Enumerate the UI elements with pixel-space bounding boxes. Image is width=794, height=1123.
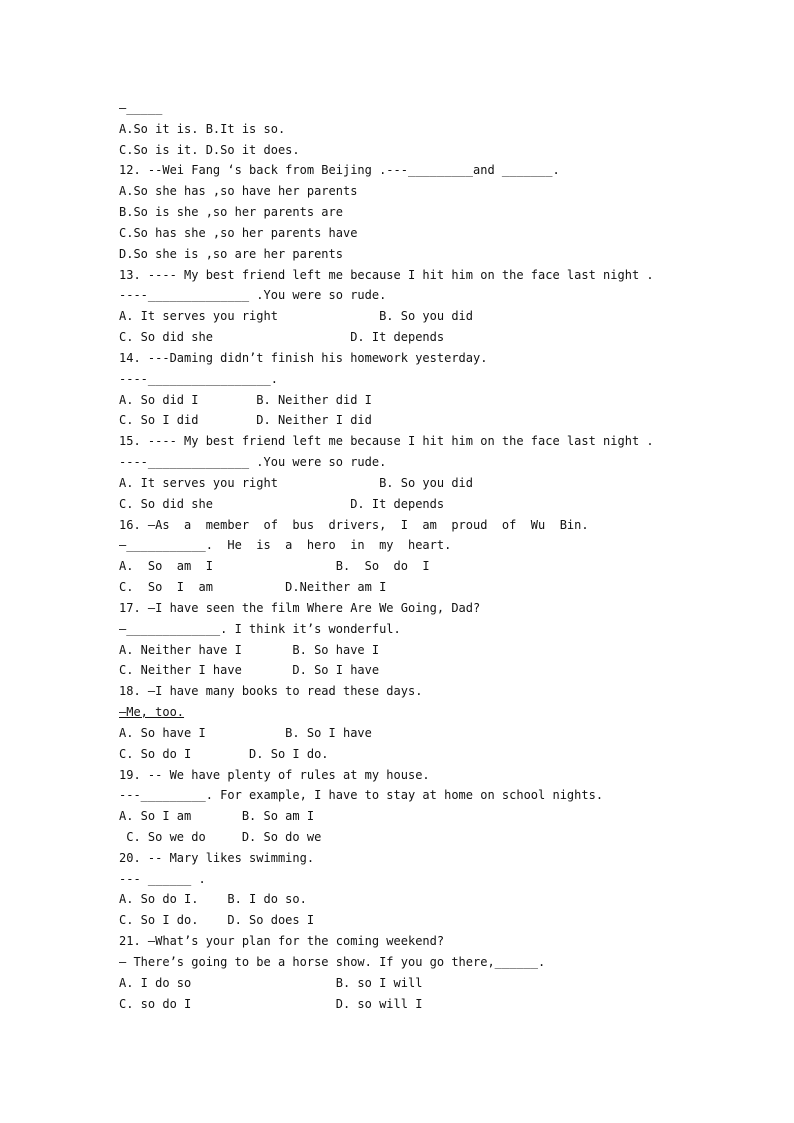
option-line: A. I do so B. so I will <box>119 975 423 990</box>
dialogue-line: ----_________________. <box>119 371 278 386</box>
option-line: A.So it is. B.It is so. <box>119 121 286 136</box>
dialogue-line-underlined: —Me, too. <box>119 705 185 720</box>
option-line: A. So am I B. So do I <box>119 559 430 574</box>
option-line: C. So I do. D. So does I <box>119 913 315 928</box>
option-line: C.So is it. D.So it does. <box>119 142 300 157</box>
question-12: 12. --Wei Fang ‘s back from Beijing .---_________and _______. <box>119 163 560 178</box>
option-line: C. So I am D.Neither am I <box>119 580 387 595</box>
option-line: A.So she has ,so have her parents <box>119 184 358 199</box>
question-20: 20. -- Mary likes swimming. <box>119 850 315 865</box>
dialogue-line: —_____________. I think it’s wonderful. <box>119 621 401 636</box>
question-19: 19. -- We have plenty of rules at my house. <box>119 767 430 782</box>
option-line: B.So is she ,so her parents are <box>119 205 343 220</box>
answer-blank-line: —_____ <box>119 101 163 115</box>
dialogue-line: ----______________ .You were so rude. <box>119 288 387 303</box>
question-18: 18. —I have many books to read these days. <box>119 684 423 699</box>
option-line: A. It serves you right B. So you did <box>119 475 474 490</box>
option-line: C. So I did D. Neither I did <box>119 413 372 428</box>
option-line: C.So has she ,so her parents have <box>119 225 358 240</box>
option-line: A. So do I. B. I do so. <box>119 892 307 907</box>
dialogue-line: ---_________. For example, I have to stay at home on school nights. <box>119 788 604 803</box>
question-text-block <box>119 98 679 1014</box>
question-17: 17. —I have seen the film Where Are We Going, Dad? <box>119 600 481 615</box>
dialogue-line: --- ______ . <box>119 871 206 886</box>
option-line: A. Neither have I B. So have I <box>119 642 380 657</box>
question-16: 16. —As a member of bus drivers, I am proud of Wu Bin. <box>119 517 589 532</box>
question-15: 15. ---- My best friend left me because I hit him on the face last night . <box>119 434 654 449</box>
option-line: C. So did she D. It depends <box>119 496 445 511</box>
option-line: D.So she is ,so are her parents <box>119 246 343 261</box>
option-line: A. So have I B. So I have <box>119 725 372 740</box>
dialogue-line: ----______________ .You were so rude. <box>119 455 387 470</box>
option-line: C. so do I D. so will I <box>119 996 423 1011</box>
option-line: A. So did I B. Neither did I <box>119 392 372 407</box>
option-line: C. So we do D. So do we <box>119 829 322 844</box>
option-line: C. So did she D. It depends <box>119 330 445 345</box>
question-21: 21. —What’s your plan for the coming weekend? <box>119 934 445 949</box>
dialogue-line: —___________. He is a hero in my heart. <box>119 538 452 553</box>
option-line: C. Neither I have D. So I have <box>119 663 380 678</box>
option-line: A. So I am B. So am I <box>119 809 315 824</box>
question-14: 14. ---Daming didn’t finish his homework yesterday. <box>119 350 488 365</box>
question-13: 13. ---- My best friend left me because I hit him on the face last night . <box>119 267 654 282</box>
option-line: A. It serves you right B. So you did <box>119 309 474 324</box>
option-line: C. So do I D. So I do. <box>119 746 329 761</box>
dialogue-line: — There’s going to be a horse show. If you go there,______. <box>119 954 546 969</box>
